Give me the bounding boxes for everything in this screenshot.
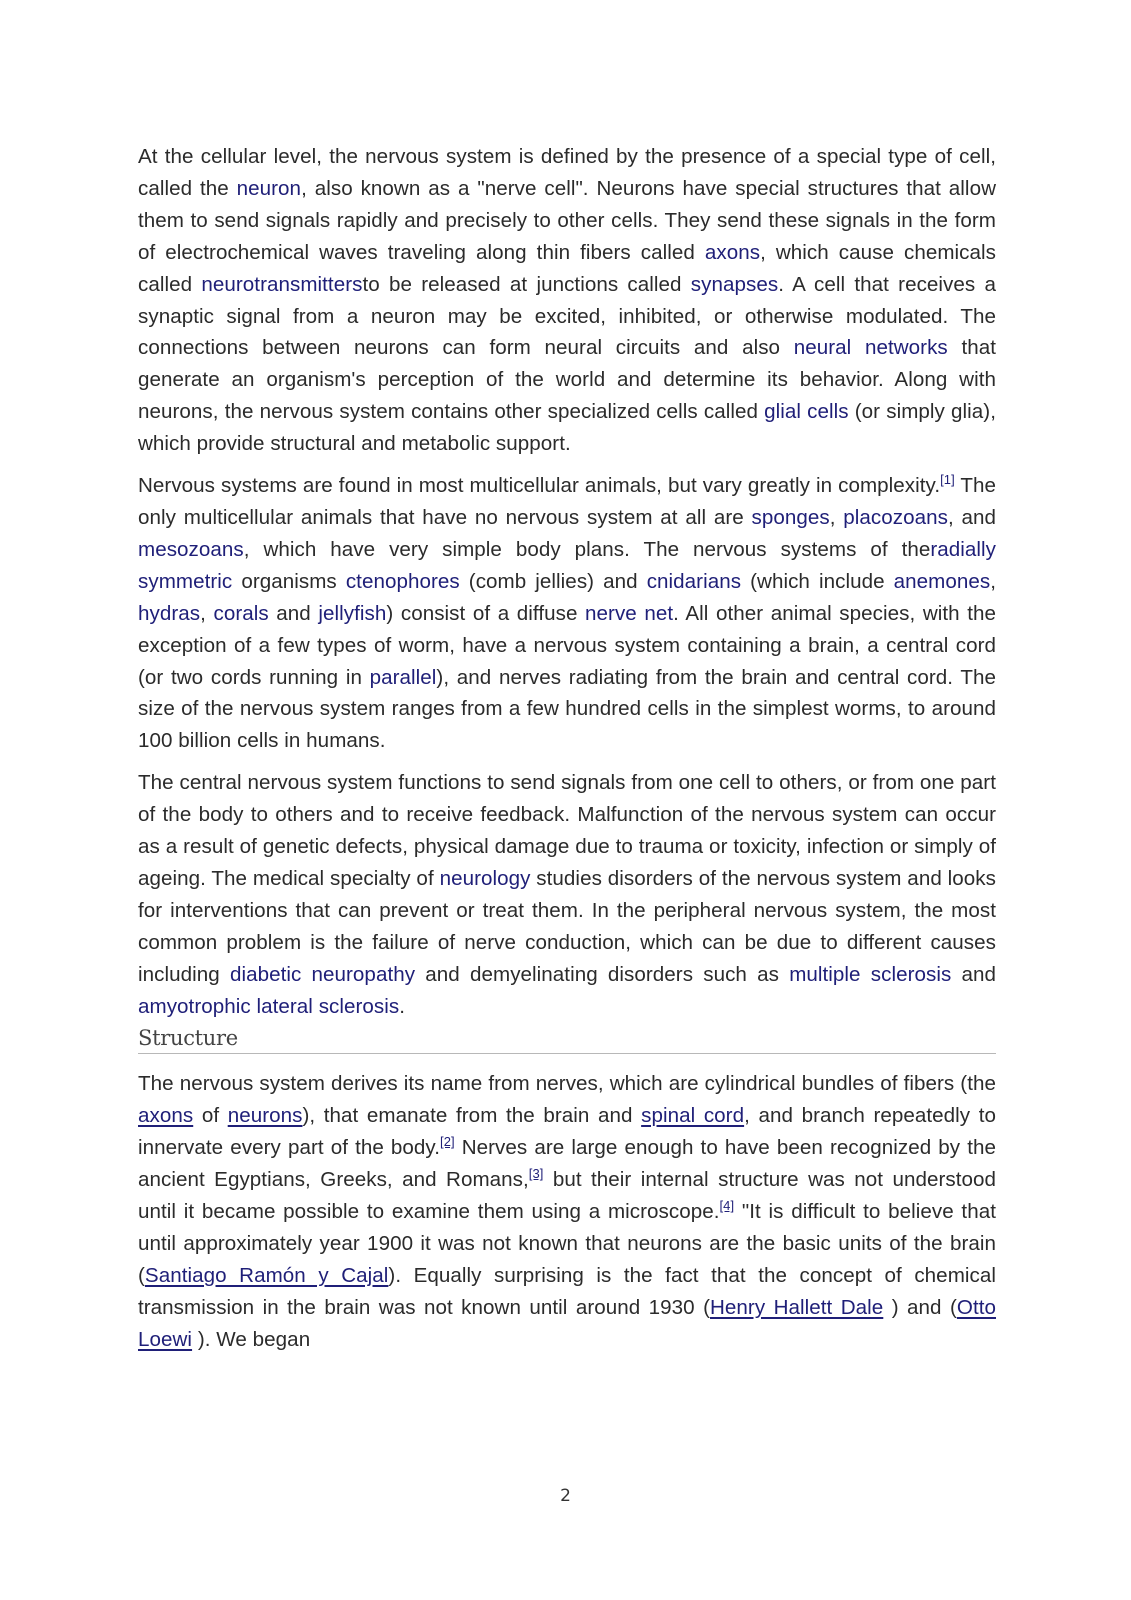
text: At the cellular level, the nervous system is defined by the presence of a special type of cell, called the <box>138 145 996 200</box>
text: , which have very simple body plans. The nervous systems of the <box>243 537 931 561</box>
text: The nervous system derives its name from nerves, which are cylindrical bundles of fibers (the <box>138 1072 996 1096</box>
text: but their internal structure was not understood until it became possible to examine them using a microscope. <box>138 1168 996 1224</box>
paragraph-cellular-level <box>138 141 996 460</box>
text: ) consist of a diffuse <box>386 601 586 625</box>
text: studies disorders of the nervous system and looks for interventions that can prevent or treat them. In the peripheral nervous system, the most common problem is the failure of nerve conduction, which can be due to different causes including <box>138 866 996 986</box>
text: and <box>268 601 319 625</box>
paragraph-complexity <box>138 470 996 757</box>
page-number: 2 <box>560 1486 571 1506</box>
link-neurons[interactable]: neurons <box>227 1104 303 1128</box>
link-ctenophores[interactable]: ctenophores <box>345 569 460 593</box>
text: Nerves are large enough to have been recognized by the ancient Egyptians, Greeks, and Romans, <box>138 1136 996 1192</box>
text: , <box>990 569 996 593</box>
link-jellyfish[interactable]: jellyfish <box>318 601 387 625</box>
text: . <box>399 994 406 1018</box>
text: (or simply glia), which provide structural and metabolic support. <box>138 400 996 456</box>
text: ) and ( <box>883 1295 957 1319</box>
link-neurology[interactable]: neurology <box>439 866 531 890</box>
paragraph-structure <box>138 1068 996 1355</box>
reference-3[interactable]: [3] <box>528 1166 544 1182</box>
text: . A cell that receives a synaptic signal from a neuron may be excited, inhibited, or otherwise modulated. The connections between neurons can form neural circuits and also <box>138 272 996 360</box>
text: , <box>200 601 214 625</box>
text: , <box>829 505 844 529</box>
link-otto-loewi[interactable]: Otto Loewi <box>138 1295 996 1351</box>
link-spinal-cord[interactable]: spinal cord <box>641 1104 745 1128</box>
link-placozoans[interactable]: placozoans <box>843 505 948 529</box>
text: ). We began <box>192 1327 311 1351</box>
text: (which include <box>741 569 894 593</box>
reference-4[interactable]: [4] <box>719 1198 735 1214</box>
text: ), that emanate from the brain and <box>302 1104 642 1128</box>
text: , and branch repeatedly to innervate every part of the body. <box>138 1104 996 1160</box>
link-neurotransmitters[interactable]: neurotransmitters <box>201 272 363 296</box>
link-hydras[interactable]: hydras <box>138 601 201 625</box>
link-cnidarians[interactable]: cnidarians <box>646 569 742 593</box>
link-santiago-ramon-y-cajal[interactable]: Santiago Ramón y Cajal <box>144 1263 389 1287</box>
text: and demyelinating disorders such as <box>415 962 790 986</box>
text: (comb jellies) and <box>459 569 647 593</box>
text: organisms <box>232 569 346 593</box>
link-neuron[interactable]: neuron <box>236 176 302 200</box>
link-corals[interactable]: corals <box>213 601 269 625</box>
text: of <box>193 1104 228 1128</box>
reference-1[interactable]: [1] <box>940 472 955 488</box>
link-amyotrophic-lateral-sclerosis[interactable]: amyotrophic lateral sclerosis <box>138 994 400 1018</box>
text: and <box>951 962 997 986</box>
text: . All other animal species, with the exception of a few types of worm, have a nervous system containing a brain, a central cord (or two cords running in <box>138 601 996 689</box>
link-synapses[interactable]: synapses <box>690 272 779 296</box>
link-henry-hallett-dale[interactable]: Henry Hallett Dale <box>710 1295 884 1319</box>
text: The central nervous system functions to send signals from one cell to others, or from one part of the body to others and to receive feedback. Malfunction of the nervous system can occur as a result of genetic defects, physical damage due to trauma or toxicity, infection or simply of ageing. The medical specialty of <box>138 771 996 890</box>
link-neural-networks[interactable]: neural networks <box>793 336 948 360</box>
link-diabetic-neuropathy[interactable]: diabetic neuropathy <box>229 962 416 986</box>
link-nerve-net[interactable]: nerve net <box>585 601 674 625</box>
text: Nervous systems are found in most multicellular animals, but vary greatly in complexity. <box>138 474 941 498</box>
link-anemones[interactable]: anemones <box>893 569 991 593</box>
text: The only multicellular animals that have no nervous system at all are <box>138 474 996 529</box>
link-axons[interactable]: axons <box>138 1104 194 1128</box>
text: , also known as a "nerve cell". Neurons have special structures that allow them to send signals rapidly and precisely to other cells. They send these signals in the form of electrochemical waves traveling along thin fibers called <box>138 176 996 264</box>
text: ). Equally surprising is the fact that the concept of chemical transmission in the brain was not known until around 1930 ( <box>138 1263 996 1319</box>
text: "It is difficult to believe that until approximately year 1900 it was not known that neurons are the basic units of the brain ( <box>138 1200 996 1287</box>
link-multiple-sclerosis[interactable]: multiple sclerosis <box>789 962 952 986</box>
link-sponges[interactable]: sponges <box>751 505 830 529</box>
text: that generate an organism's perception of the world and determine its behavior. Along with neurons, the nervous system contains other specialized cells called <box>138 336 997 424</box>
text: to be released at junctions called <box>362 272 691 296</box>
paragraph-central-nervous-system <box>138 767 996 1022</box>
link-glial-cells[interactable]: glial cells <box>764 400 849 424</box>
text: ), and nerves radiating from the brain and central cord. The size of the nervous system ranges from a few hundred cells in the simplest worms, to around 100 billion cells in humans. <box>138 665 996 753</box>
link-axons[interactable]: axons <box>704 240 761 264</box>
text: , which cause chemicals called <box>138 240 996 296</box>
section-heading-structure: Structure <box>138 1026 996 1054</box>
reference-2[interactable]: [2] <box>440 1134 455 1150</box>
document-body <box>138 141 996 1366</box>
link-mesozoans[interactable]: mesozoans <box>138 537 244 561</box>
link-radially-symmetric[interactable]: radially symmetric <box>138 537 996 593</box>
text: , and <box>947 505 996 529</box>
link-parallel[interactable]: parallel <box>369 665 437 689</box>
